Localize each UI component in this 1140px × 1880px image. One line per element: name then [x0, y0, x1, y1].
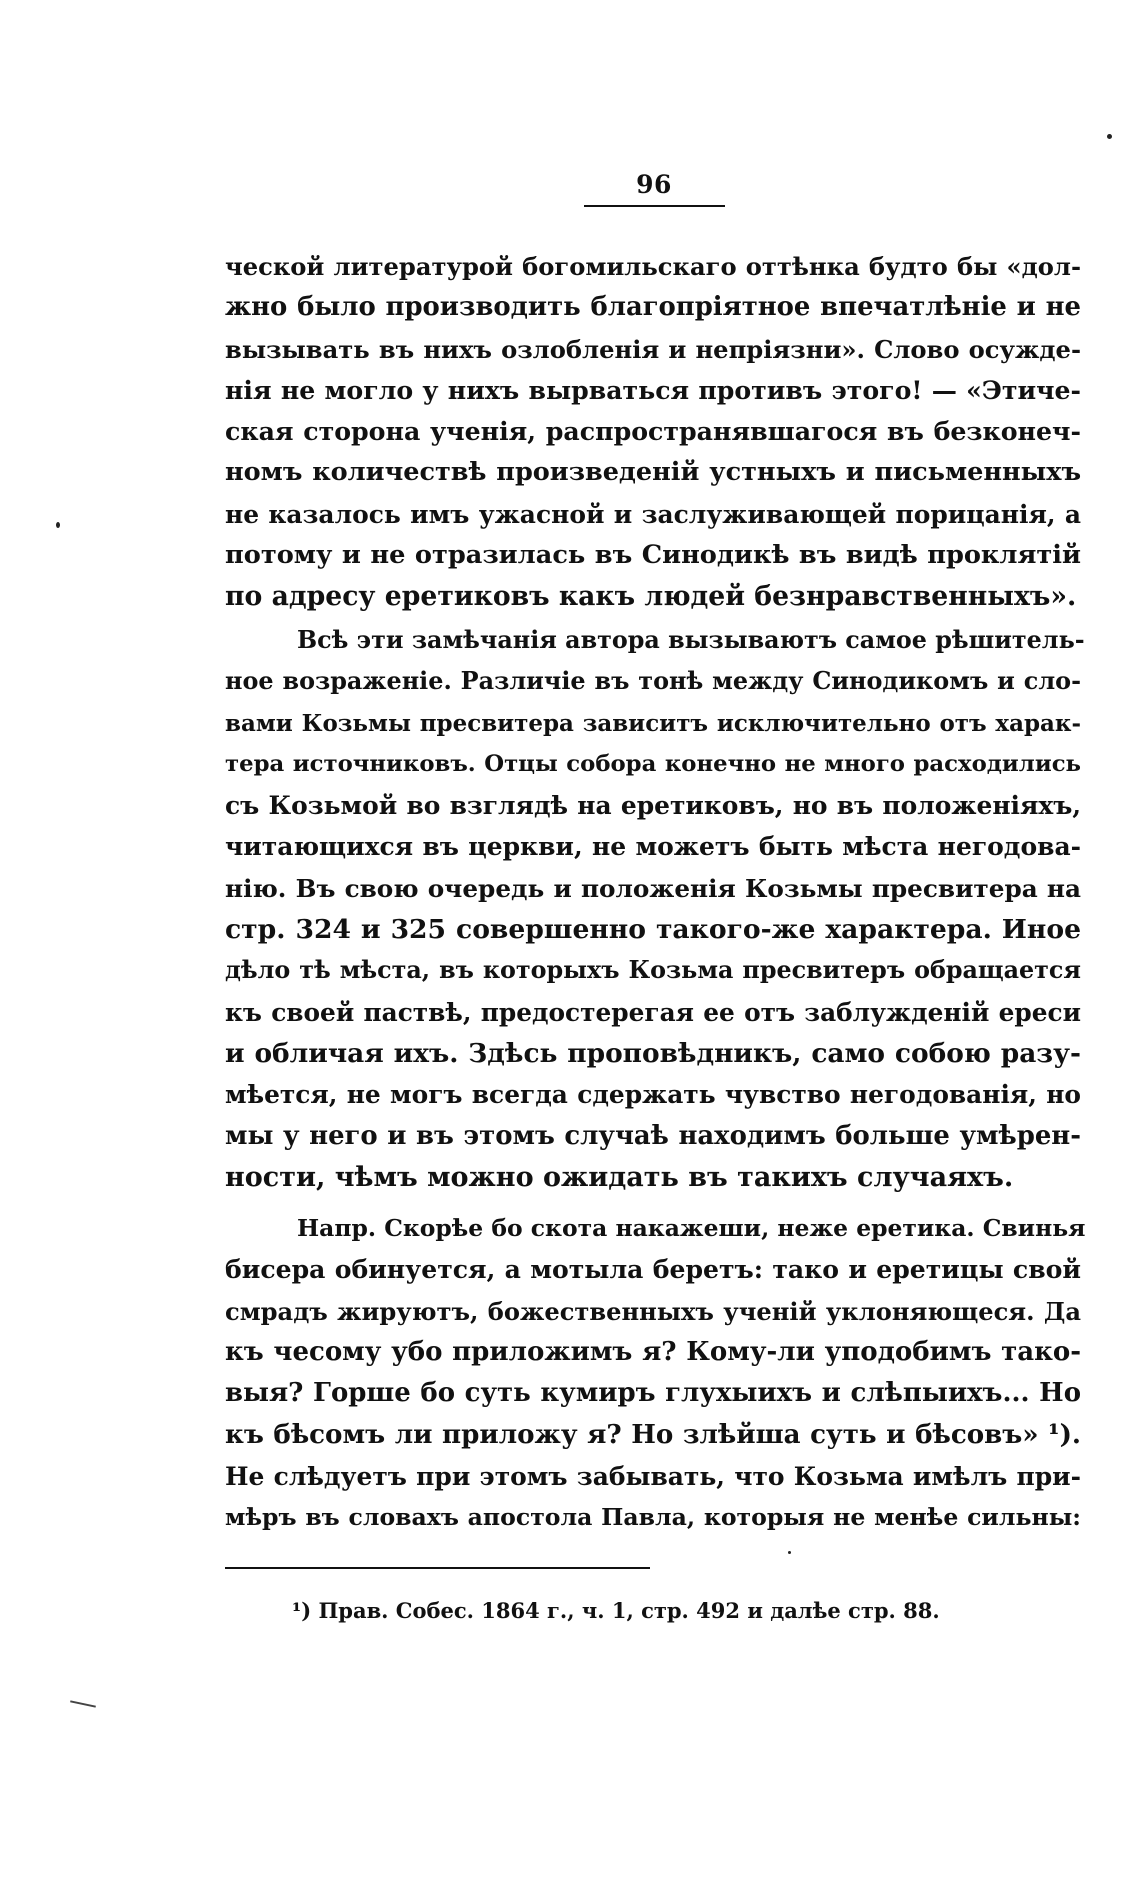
text-line: Напр. Скорѣе бо скота накажеши, неже еретика. Свинья — [297, 1214, 1086, 1242]
text-line: тера источниковъ. Отцы собора конечно не много расходились — [225, 750, 1081, 777]
text-line: выя? Горше бо суть кумиръ глухыихъ и слѣпыихъ... Но — [225, 1378, 1081, 1409]
text-line: мѣется, не могъ всегда сдержать чувство негодованія, но — [225, 1080, 1081, 1110]
text-line: вызывать въ нихъ озлобленія и непріязни». Слово осужде- — [225, 334, 1081, 364]
text-line: къ своей паствѣ, предостерегая ее отъ заблужденій ереси — [225, 997, 1081, 1027]
text-line: нія не могло у нихъ вырваться противъ этого! — «Этиче- — [225, 374, 1081, 405]
scan-speck — [1107, 134, 1112, 139]
scan-scratch — [70, 1700, 96, 1707]
text-line: ческой литературой богомильскаго оттѣнка будто бы «дол- — [225, 252, 1081, 281]
text-line: Всѣ эти замѣчанія автора вызываютъ самое рѣшитель- — [297, 626, 1085, 654]
scan-speck — [56, 522, 60, 528]
header-rule — [584, 205, 725, 207]
text-line: дѣло тѣ мѣста, въ которыхъ Козьма пресвитеръ обращается — [225, 956, 1081, 985]
text-line: къ бѣсомъ ли приложу я? Но злѣйша суть и бѣсовъ» ¹). — [225, 1419, 1081, 1451]
text-line: вами Козьмы пресвитера зависитъ исключительно отъ харак- — [225, 709, 1081, 737]
text-line: стр. 324 и 325 совершенно такого-же характера. Иное — [225, 914, 1081, 946]
text-line: бисера обинуется, а мотыла беретъ: тако и еретицы свой — [225, 1254, 1081, 1285]
text-line: потому и не отразилась въ Синодикѣ въ видѣ проклятій — [225, 540, 1081, 571]
paragraph-3 — [225, 1208, 1086, 1538]
text-line: мѣръ въ словахъ апостола Павла, которыя не менѣе сильны: — [225, 1503, 1081, 1532]
text-line: съ Козьмой во взглядѣ на еретиковъ, но въ положеніяхъ, — [225, 791, 1081, 821]
scan-speck — [788, 1551, 791, 1554]
paragraph-1 — [225, 246, 1081, 618]
text-line: номъ количествѣ произведеній устныхъ и письменныхъ — [225, 457, 1081, 488]
text-line: ное возраженіе. Различіе въ тонѣ между Синодикомъ и сло- — [225, 667, 1081, 696]
text-line: Не слѣдуетъ при этомъ забывать, что Козьма имѣлъ при- — [225, 1461, 1081, 1491]
text-line: къ чесому убо приложимъ я? Кому-ли уподобимъ тако- — [225, 1336, 1081, 1367]
text-line: читающихся въ церкви, не можетъ быть мѣста негодова- — [225, 832, 1081, 862]
footnote: ¹) Прав. Собес. 1864 г., ч. 1, стр. 492 и далѣе стр. 88. — [292, 1598, 940, 1623]
text-line: ская сторона ученія, распространявшагося въ безконеч- — [225, 416, 1081, 447]
text-line: жно было производить благопріятное впечатлѣніе и не — [225, 292, 1081, 323]
text-line: ности, чѣмъ можно ожидать въ такихъ случаяхъ. — [225, 1161, 1014, 1193]
footnote-rule — [225, 1567, 650, 1569]
page-number: 96 — [636, 170, 672, 199]
text-line: нію. Въ свою очередь и положенія Козьмы пресвитера на — [225, 873, 1081, 903]
text-line: не казалось имъ ужасной и заслуживающей порицанія, а — [225, 499, 1081, 529]
paragraph-2 — [225, 620, 1085, 1198]
text-line: мы у него и въ этомъ случаѣ находимъ больше умѣрен- — [225, 1120, 1081, 1151]
text-line: смрадъ жируютъ, божественныхъ ученій уклоняющеся. Да — [225, 1296, 1081, 1326]
text-line: и обличая ихъ. Здѣсь проповѣдникъ, само собою разу- — [225, 1037, 1081, 1069]
text-line: по адресу еретиковъ какъ людей безнравственныхъ». — [225, 581, 1077, 613]
